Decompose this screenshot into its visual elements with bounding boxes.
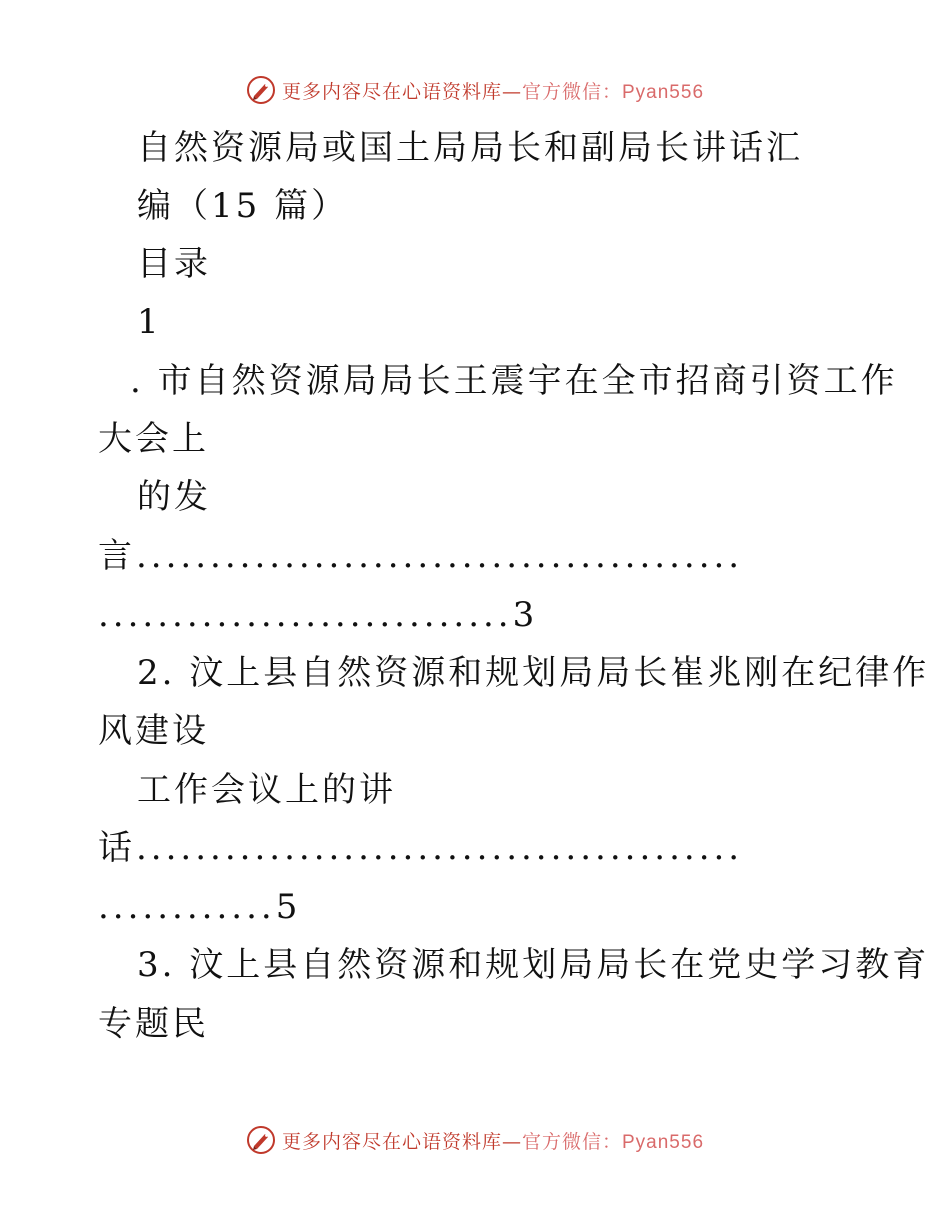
toc-entry-2-line-1: 2. 汶上县自然资源和规划局局长崔兆刚在纪律作 (137, 653, 930, 693)
toc-heading: 目录 (137, 244, 211, 284)
banner-dash: — (501, 80, 522, 103)
banner-wechat-label: 官方微信： (521, 1130, 622, 1153)
toc-entry-1-line-4: 言......................................... (98, 536, 744, 576)
toc-entry-2-line-3: 工作会议上的讲 (137, 770, 396, 810)
toc-entry-1-page: ............................3 (98, 595, 539, 635)
banner-dash: — (501, 1130, 522, 1153)
toc-entry-3-line-1: 3. 汶上县自然资源和规划局局长在党史学习教育 (137, 945, 930, 985)
toc-entry-1-line-2: 大会上 (98, 419, 209, 459)
banner-text (282, 1127, 704, 1154)
banner-wechat-id: Pyan556 (622, 81, 705, 103)
footer-banner (0, 1120, 950, 1160)
header-banner (0, 70, 950, 110)
banner-wechat-label: 官方微信： (521, 80, 622, 103)
document-title-line-2: 编（15 篇） (137, 186, 349, 226)
banner-wechat-id: Pyan556 (622, 1131, 705, 1153)
toc-entry-2-page: ............5 (98, 887, 302, 927)
toc-entry-3-line-2: 专题民 (98, 1004, 209, 1044)
banner-text (282, 77, 704, 104)
toc-entry-1-number: 1 (137, 302, 162, 342)
pen-logo-icon (246, 1125, 276, 1155)
document-title-line-1: 自然资源局或国土局局长和副局长讲话汇 (137, 128, 803, 168)
banner-brand: 更多内容尽在心语资料库 (281, 1130, 502, 1153)
banner-brand: 更多内容尽在心语资料库 (281, 80, 502, 103)
toc-entry-1-line-1: . 市自然资源局局长王震宇在全市招商引资工作 (130, 361, 898, 401)
pen-logo-icon (246, 75, 276, 105)
toc-entry-2-line-2: 风建设 (98, 711, 209, 751)
toc-entry-1-line-3: 的发 (137, 477, 211, 517)
toc-entry-2-line-4: 话......................................... (98, 828, 744, 868)
